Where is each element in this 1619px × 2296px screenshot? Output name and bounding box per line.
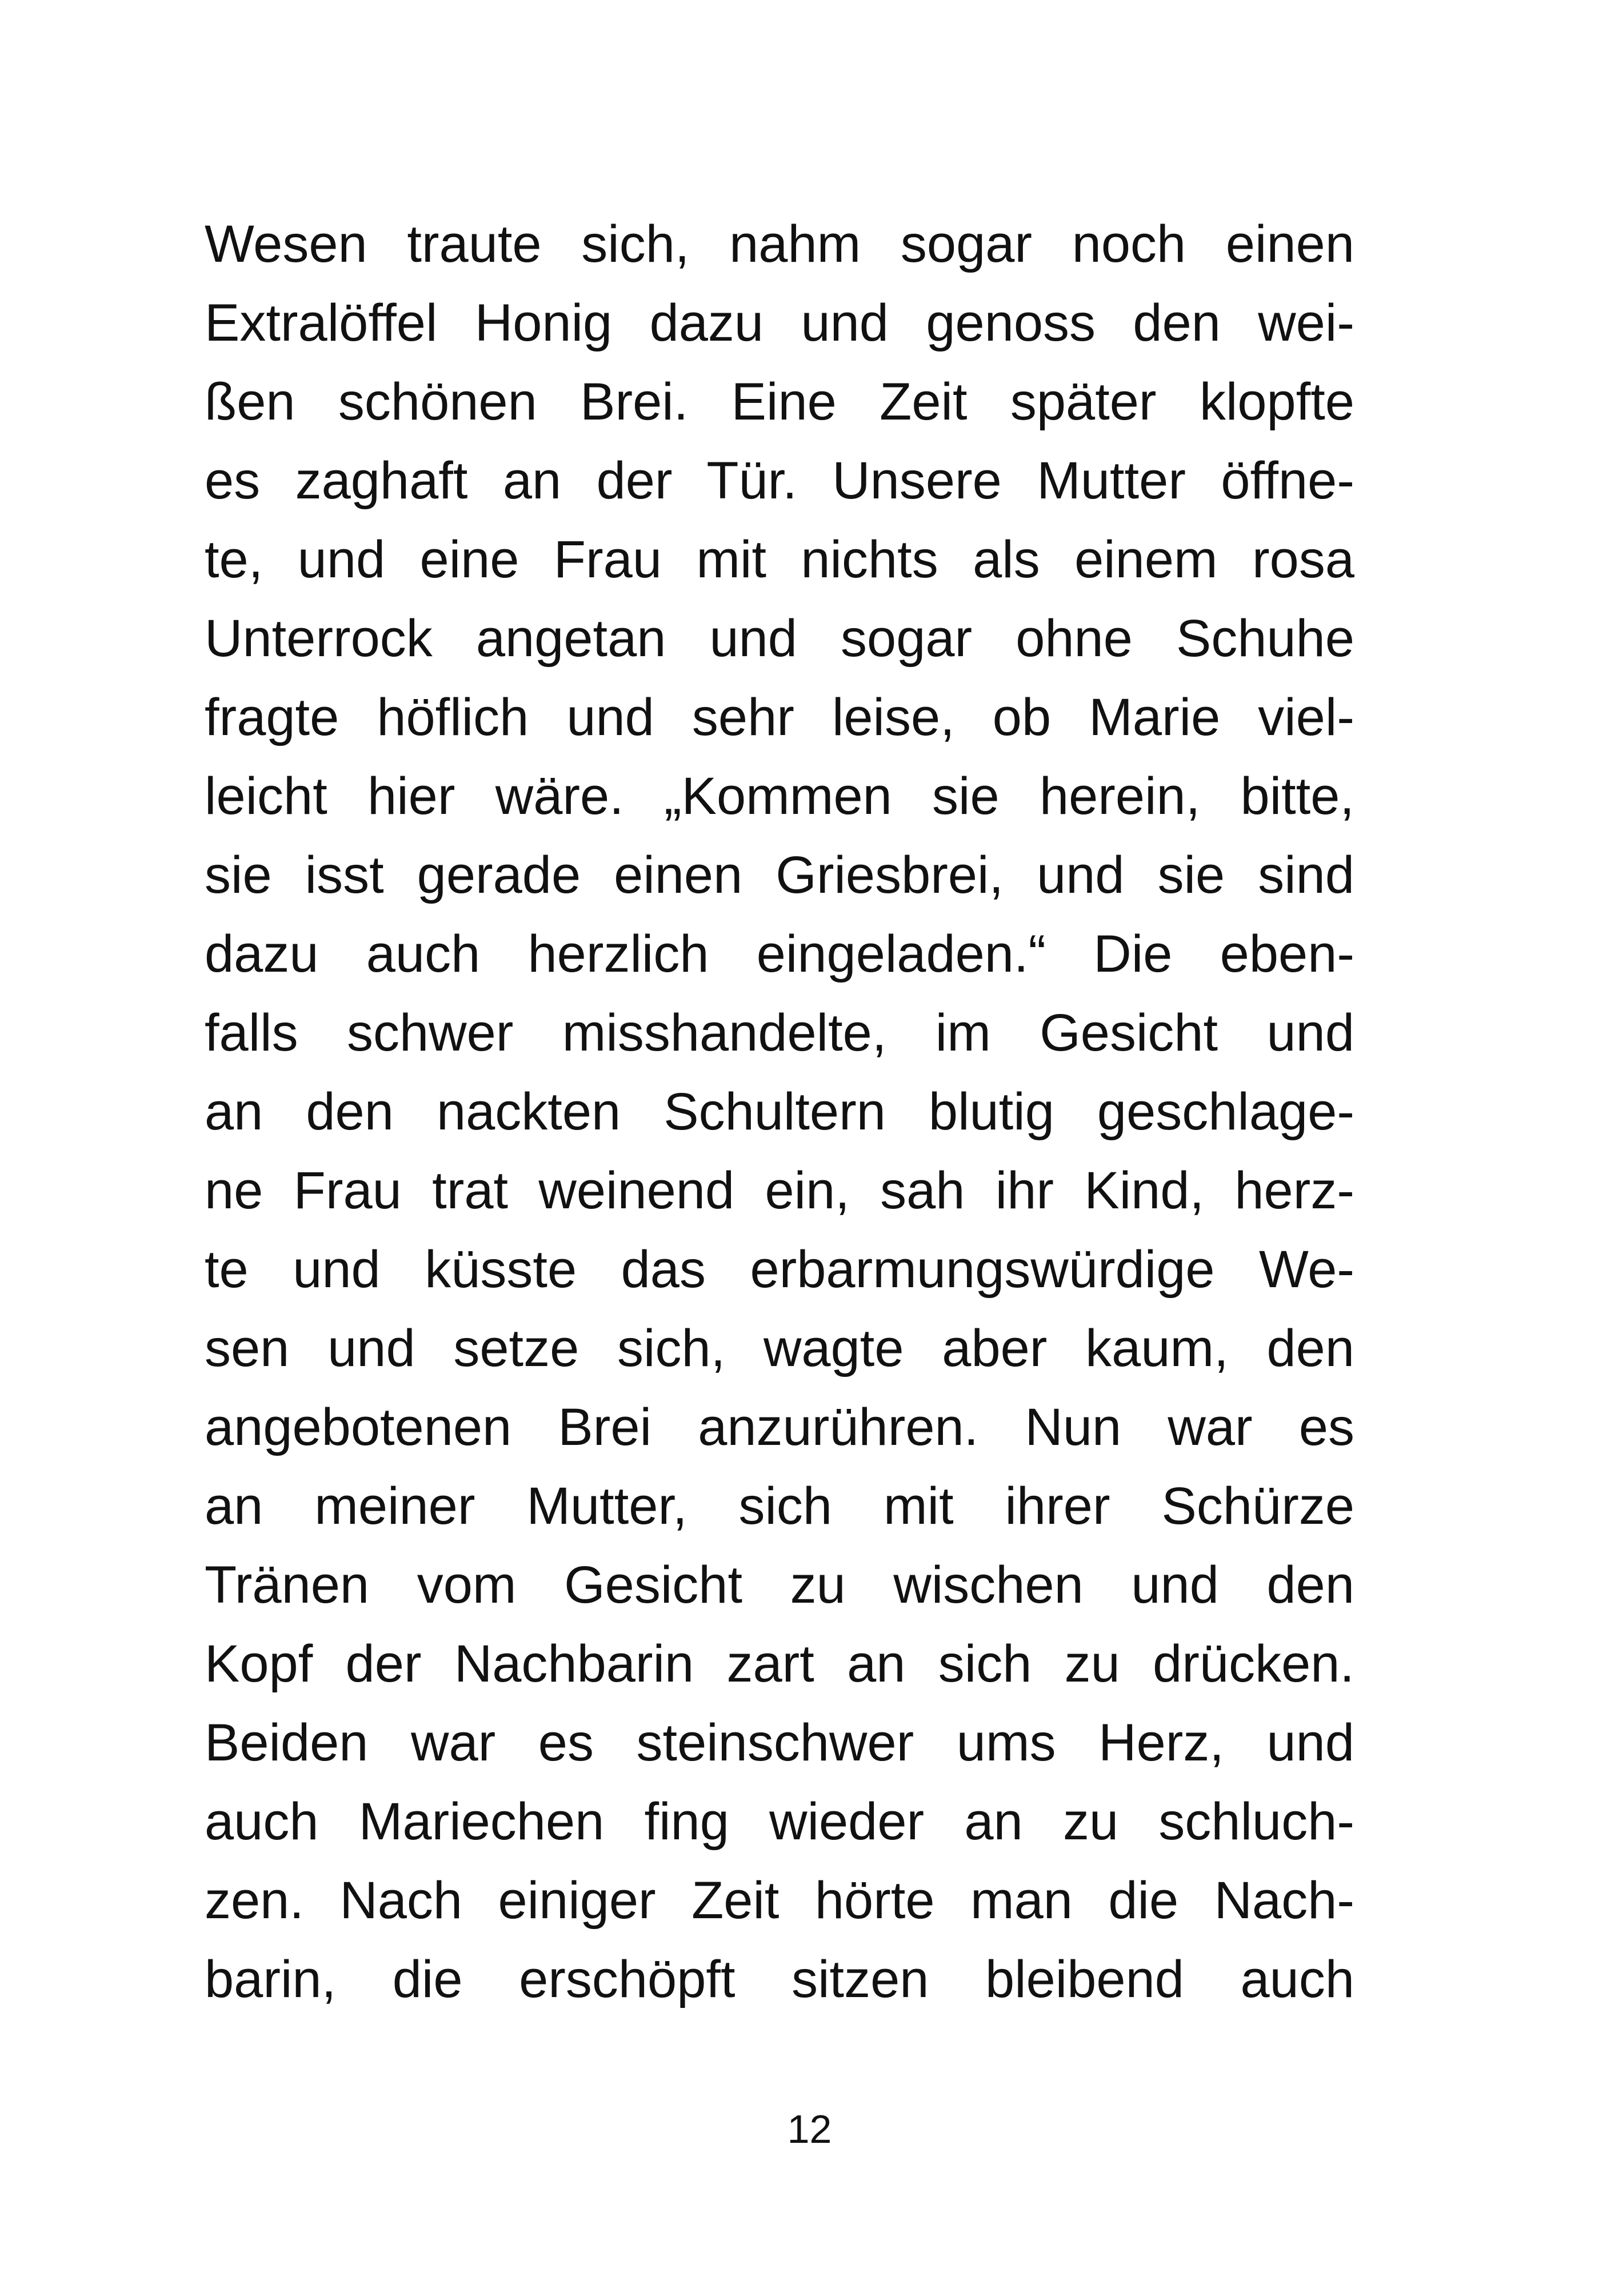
text-line: leicht hier wäre. „Kommen sie herein, bitte, <box>205 767 1354 825</box>
text-line: sie isst gerade einen Griesbrei, und sie sind <box>205 846 1354 904</box>
text-line: sen und setze sich, wagte aber kaum, den <box>205 1319 1354 1377</box>
page-number: 12 <box>787 2107 832 2151</box>
text-line: fragte höflich und sehr leise, ob Marie viel- <box>205 688 1354 746</box>
text-line: ne Frau trat weinend ein, sah ihr Kind, herz- <box>205 1161 1354 1220</box>
text-line: te, und eine Frau mit nichts als einem rosa <box>205 530 1354 589</box>
text-line: dazu auch herzlich eingeladen.“ Die eben- <box>205 925 1354 983</box>
text-line: an meiner Mutter, sich mit ihrer Schürze <box>205 1477 1354 1535</box>
text-line: Tränen vom Gesicht zu wischen und den <box>205 1556 1354 1614</box>
text-line: Kopf der Nachbarin zart an sich zu drücken. <box>205 1635 1354 1693</box>
body-text <box>205 205 1354 2019</box>
text-line: an den nackten Schultern blutig geschlage- <box>205 1083 1354 1141</box>
text-line: Beiden war es steinschwer ums Herz, und <box>205 1714 1354 1772</box>
text-line: barin, die erschöpft sitzen bleibend auch <box>205 1950 1354 2008</box>
text-line: Extralöffel Honig dazu und genoss den wei- <box>205 294 1354 352</box>
text-line: zen. Nach einiger Zeit hörte man die Nach- <box>205 1871 1354 1930</box>
text-line: es zaghaft an der Tür. Unsere Mutter öffne- <box>205 452 1354 510</box>
text-line: Wesen traute sich, nahm sogar noch einen <box>205 215 1354 273</box>
text-line: falls schwer misshandelte, im Gesicht und <box>205 1004 1354 1062</box>
text-line: ßen schönen Brei. Eine Zeit später klopfte <box>205 373 1354 431</box>
text-line: te und küsste das erbarmungswürdige We- <box>205 1240 1354 1299</box>
text-line: auch Mariechen fing wieder an zu schluch- <box>205 1792 1354 1851</box>
text-line: Unterrock angetan und sogar ohne Schuhe <box>205 609 1354 668</box>
text-line: angebotenen Brei anzurühren. Nun war es <box>205 1398 1354 1456</box>
